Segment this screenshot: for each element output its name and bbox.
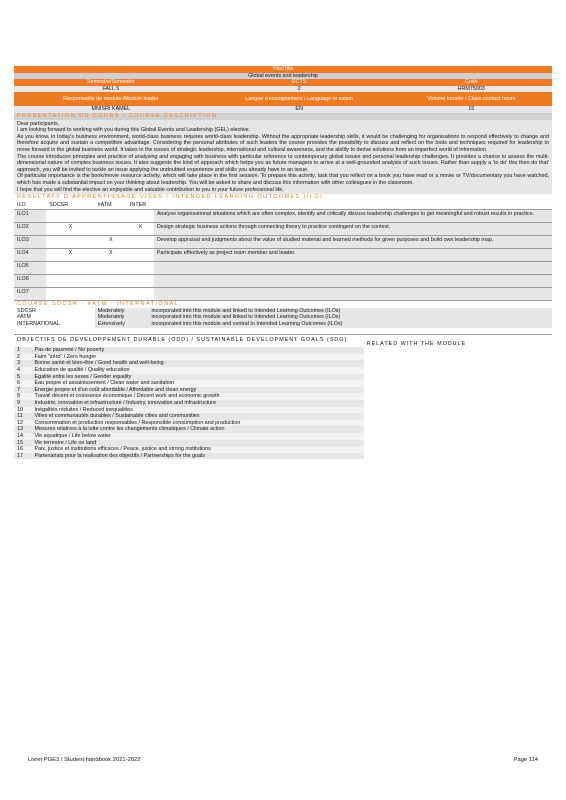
sdg-row	[14, 360, 364, 367]
ilo-row	[14, 210, 552, 223]
ilo-atm-mark: X	[95, 236, 127, 249]
sdg-text: Bonne santé et bien-être / Good health and well-being	[31, 360, 363, 367]
code-header: Code	[464, 79, 478, 86]
course-tag-row	[14, 321, 552, 328]
course-tags-table	[14, 308, 552, 328]
semester-value: FALL 5	[102, 85, 120, 92]
ilo-text-col-header	[154, 201, 552, 210]
meta-header-row	[14, 79, 552, 86]
sdg-text: Villes et communautés durables / Sustainable cities and communities	[31, 413, 363, 420]
ilo-col-header: ILO	[14, 201, 46, 210]
sdg-header-row	[14, 334, 552, 348]
sdg-number: 4	[14, 367, 31, 374]
sdg-row	[14, 387, 364, 394]
sdg-number: 2	[14, 354, 31, 361]
ilo-atm-mark	[95, 223, 127, 236]
sdg-text: Vie aquatique / Life below water	[31, 433, 363, 440]
course-tag-level: Moderately	[95, 308, 149, 315]
sdg-text: Consommation et production responsables / Responsible consumption and production	[31, 420, 363, 427]
sdg-row	[14, 380, 364, 387]
sdg-number: 5	[14, 374, 31, 381]
code-value: HRM75003	[457, 85, 485, 92]
sdg-number: 1	[14, 347, 31, 354]
course-tag: #ATM	[17, 314, 31, 321]
sdg-number: 14	[14, 433, 31, 440]
sdg-row	[14, 420, 364, 427]
ilo-inter-mark	[127, 275, 154, 288]
sdg-number: 8	[14, 393, 31, 400]
ilo-row	[14, 236, 552, 249]
course-tag-text: incorporated into this module and central to Intended Learning Outcomes (ILOs)	[148, 321, 552, 328]
ilo-row	[14, 223, 552, 236]
description-paragraph: As you know, in today's business environment, world-class business requires world-class leadership. Without the appropriate leadership skills, it would be challenging for organisations to respond effectively to change and therefore acquire and sustain a competitive advantage. Considering the personal attributes of such leaders the course provides the possibility to discuss and reflect on the tools and techniques required for leadership to move forward in the global business world. It takes in the issues of strategic leadership, international and cultural awareness, and the ability to derive solutions from an imperfect world of information.	[17, 133, 549, 153]
ilo-id: ILO2	[14, 223, 46, 236]
ilo-id: ILO6	[14, 275, 46, 288]
title-value-row	[14, 73, 552, 80]
title-bar	[14, 66, 552, 73]
ilo-sdcsr-mark	[46, 262, 94, 275]
course-tags-heading: COURSE SDCSR - #ATM - INTERNATIONAL	[17, 301, 180, 308]
sdg-text: Energie propre et d'un coût abordable / Affordable and clean energy	[31, 387, 363, 394]
course-description	[14, 120, 552, 195]
footer-page-number: Page 114	[513, 757, 538, 763]
semester-header: Semestre/Semester	[87, 79, 135, 86]
course-tag-row	[14, 314, 552, 321]
ilo-id: ILO1	[14, 210, 46, 223]
course-title: Global events and leadership	[248, 72, 318, 79]
sdg-number: 15	[14, 440, 31, 447]
course-tag-level: Moderately	[95, 314, 149, 321]
sdg-text: Education de qualité / Quality education	[31, 367, 363, 374]
ilo-row	[14, 288, 552, 301]
sdcsr-col-header: SDCSR	[46, 201, 94, 210]
ilo-sdcsr-mark: X	[46, 223, 94, 236]
sdg-number: 12	[14, 420, 31, 427]
sdg-row	[14, 354, 364, 361]
ilo-id: ILO7	[14, 288, 46, 301]
ilo-atm-mark	[95, 262, 127, 275]
sdg-table	[14, 347, 364, 459]
course-tag: SDCSR	[17, 307, 36, 314]
language-value: EN	[295, 106, 303, 113]
sdg-number: 3	[14, 360, 31, 367]
hours-value: 15	[468, 106, 475, 113]
leader-header: Responsable de module /Module leader	[63, 96, 159, 103]
ilo-inter-mark	[127, 236, 154, 249]
ilo-id: ILO5	[14, 262, 46, 275]
course-tag-text: incorporated into this module and linked to Intended Learning Outcomes (ILOs)	[148, 308, 552, 315]
sdg-row	[14, 413, 364, 420]
description-paragraph: Of particular importance is the book/movie resource activity, which will take place in the first session. To prepare this activity, task that you reflect on a book you have read or a movie or TV/documentary you have watched, which has made a substantial impact on your thinking about leadership. You will be asked to share and discuss this information with other colleagues in the classroom.	[17, 173, 549, 186]
sdg-text: Vie terrestre / Life on land	[31, 440, 363, 447]
sdg-text: Travail décent et croissance économique / Decent work and economic growth	[31, 393, 363, 400]
sdg-text: Inégalités réduites / Reduced inequalities	[31, 407, 363, 414]
ilo-table	[14, 201, 552, 302]
hours-header: Volume horaire / Class contact hours	[427, 96, 516, 103]
description-paragraph: I hope that you will find the elective an enjoyable and valuable contribution to you in your future professional life.	[17, 186, 284, 193]
ilo-row	[14, 275, 552, 288]
ilo-text	[154, 288, 552, 301]
sdg-row	[14, 393, 364, 400]
course-tag-level: Extensively	[95, 321, 149, 328]
sdg-row	[14, 453, 364, 460]
ects-header: ECTS	[291, 79, 307, 86]
course-tag-text: incorporated into this module and linked to Intended Learning Outcomes (ILOs)	[148, 314, 552, 321]
course-tag: INTERNATIONAL	[17, 321, 60, 328]
language-header: Langue d'enseignement / Language of tuition	[245, 96, 353, 102]
ilo-header-row	[14, 201, 552, 210]
footer-handbook-label: Livret PGE3 / Student handbook 2021-2022	[28, 757, 141, 763]
ilo-id: ILO3	[14, 236, 46, 249]
sdg-text: Paix, justice et institutions efficaces / Peace, justice and strong institutions	[31, 446, 363, 453]
staff-header-row	[14, 92, 552, 106]
ilo-sdcsr-mark	[46, 275, 94, 288]
description-paragraph: Dear participants,	[17, 120, 60, 127]
sdg-text: Mesures relatives à la lutte contre les changements climatiques / Climate action	[31, 426, 363, 433]
atm-col-header: #ATM	[95, 201, 127, 210]
description-paragraph: The course introduces principles and practice of analysing and engaging with business with particular reference to contemporary global issues and personal leadership challenges. It provides a chance to assess the multi-dimensional nature of complex business issues. It also suggests the kind of approach which helps you as future managers to arrive at a well-grounded analysis of such issues. Rather than supply a 'to do' this then do that' approach, you will be invited to tackle an issue applying the undoubted experience and skills you already have to an issue.	[17, 153, 549, 173]
sdg-row	[14, 433, 364, 440]
ilo-heading: RESULTATS D'APPRENTISSAGE VISES / INTENDED LEARNING OUTCOMES (ILO)	[17, 194, 324, 201]
sdg-text: Industrie, innovation et infrastructure / Industry, innovation and infrastructure	[31, 400, 363, 407]
staff-value-row	[14, 106, 552, 113]
ilo-sdcsr-mark	[46, 210, 94, 223]
ilo-id: ILO4	[14, 249, 46, 262]
meta-value-row	[14, 86, 552, 93]
sdg-text: Eau propre et assainissement / Clean water and sanitation	[31, 380, 363, 387]
sdg-number: 13	[14, 426, 31, 433]
page-footer	[28, 757, 538, 763]
sdg-number: 16	[14, 446, 31, 453]
sdg-row	[14, 400, 364, 407]
syllabus-page	[14, 66, 552, 459]
sdg-row	[14, 374, 364, 381]
sdg-text: Egalité entre les sexes / Gender equality	[31, 374, 363, 381]
sdg-row	[14, 347, 364, 354]
sdg-row	[14, 446, 364, 453]
sdg-heading: OBJECTIFS DE DEVELOPPEMENT DURABLE (ODD) / SUSTAINABLE DEVELOPMENT GOALS (SDG)	[17, 336, 348, 343]
ilo-inter-mark	[127, 249, 154, 262]
ilo-text	[154, 275, 552, 288]
ilo-text: Analyse organisational situations which are often complex, identify and critically discuss leadership challenges to get meaningful and robust results in practice.	[154, 210, 552, 223]
sdg-row	[14, 440, 364, 447]
ilo-row	[14, 249, 552, 262]
inter-col-header: INTER	[127, 201, 154, 210]
ilo-atm-mark	[95, 210, 127, 223]
ilo-atm-mark	[95, 275, 127, 288]
sdg-number: 17	[14, 453, 31, 460]
sdg-number: 11	[14, 413, 31, 420]
ects-value: 2	[297, 85, 301, 92]
ilo-atm-mark	[95, 288, 127, 301]
sdg-row	[14, 367, 364, 374]
ilo-inter-mark	[127, 288, 154, 301]
ilo-atm-mark: X	[95, 249, 127, 262]
ilo-text: Participate effectively as project team member and leader.	[154, 249, 552, 262]
title-label: Title/Title	[272, 66, 294, 72]
sdg-number: 9	[14, 400, 31, 407]
ilo-inter-mark: X	[127, 223, 154, 236]
ilo-inter-mark	[127, 262, 154, 275]
sdg-text: Partenariats pour la realisation des objectifs / Partnerships for the goals	[31, 453, 363, 460]
leader-value: MNISRI KAMEL	[91, 106, 131, 113]
sdg-text: Faim "zéro" / Zero hunger	[31, 354, 363, 361]
ilo-sdcsr-mark: X	[46, 249, 94, 262]
ilo-inter-mark	[127, 210, 154, 223]
ilo-text: Develop appraisal and judgments about the value of studied material and learned methods for given purposes and build own leadership map.	[154, 236, 552, 249]
presentation-heading: PRESENTATION DU COURS / COURSE DESCRIPTION	[14, 113, 552, 120]
ilo-row	[14, 262, 552, 275]
ilo-sdcsr-mark	[46, 236, 94, 249]
sdg-number: 7	[14, 387, 31, 394]
sdg-text: Pas de pauvreté / No poverty	[31, 347, 363, 354]
ilo-text: Design strategic business actions through connecting theory to practice contingent on the context.	[154, 223, 552, 236]
sdg-number: 6	[14, 380, 31, 387]
sdg-row	[14, 426, 364, 433]
ilo-sdcsr-mark	[46, 288, 94, 301]
ilo-text	[154, 262, 552, 275]
sdg-row	[14, 407, 364, 414]
sdg-number: 10	[14, 407, 31, 414]
description-paragraph: I am looking forward to working with you during this Global Events and Leadership (GEL) elective.	[17, 127, 251, 134]
sdg-related-heading: RELATED WITH THE MODULE	[366, 340, 467, 347]
course-tag-row	[14, 308, 552, 315]
